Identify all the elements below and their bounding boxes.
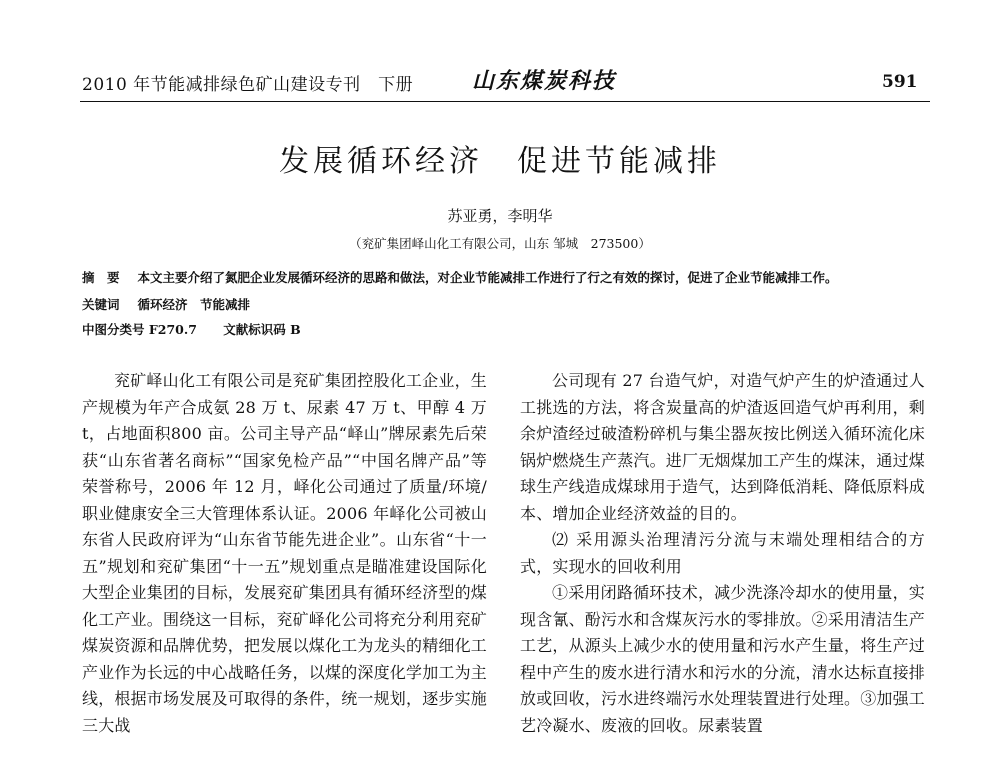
body-paragraph: 兖矿峄山化工有限公司是兖矿集团控股化工企业，生产规模为年产合成氨 28 万 t、尿素 47 万 t、甲醇 4 万 t，占地面积800 亩。公司主导产品“峄山”牌尿素先后荣获“山东省著名商标”“国家免检产品”“中国名牌产品”等荣誉称号，2006 年 12 月，峄化公司通过了质量/环境/职业健康安全三大管理体系认证。2006 年峄化公司被山东省人民政府评为“山东省节能先进企业”。山东省“十一五”规划和兖矿集团“十一五”规划重点是瞄准建设国际化大型企业集团的目标，发展兖矿集团具有循环经济型的煤化工产业。围绕这一目标，兖矿峄化公司将充分利用兖矿煤炭资源和品牌优势，把发展以煤化工为龙头的精细化工产业作为长远的中心战略任务，以煤的深度化学加工为主线，根据市场发展及可取得的条件，统一规划，逐步实施三大战 — [82, 371, 488, 735]
abstract-label: 摘 要 — [82, 270, 120, 285]
doc-code-value: B — [290, 322, 301, 337]
abstract — [82, 268, 838, 286]
clc-label: 中图分类号 — [82, 322, 145, 337]
journal-logo: 山东煤炭科技 — [472, 68, 617, 94]
article-title: 发展循环经济 促进节能减排 — [279, 144, 721, 179]
body-paragraph: ①采用闭路循环技术，减少洗涤冷却水的使用量，实现含氰、酚污水和含煤灰污水的零排放。②采用清洁生产工艺，从源头上减少水的使用量和污水产生量，将生产过程中产生的废水进行清水和污水的分流，清水达标直接排放或回收，污水进终端污水处理装置进行处理。③加强工艺冷凝水、废液的回收。尿素装置 — [520, 583, 926, 735]
doc-code-label: 文献标识码 — [223, 322, 286, 337]
article-authors: 苏亚勇，李明华 — [447, 207, 553, 225]
classification — [82, 320, 301, 338]
keywords-text: 循环经济 节能减排 — [137, 297, 251, 312]
abstract-text: 本文主要介绍了氮肥企业发展循环经济的思路和做法，对企业节能减排工作进行了行之有效的探讨，促进了企业节能减排工作。 — [137, 270, 838, 285]
author-affiliation: （兖矿集团峄山化工有限公司，山东 邹城 273500） — [349, 236, 651, 251]
section-heading: ⑵ 采用源头治理清污分流与末端处理相结合的方式，实现水的回收利用 — [520, 530, 925, 576]
body-right-column — [520, 368, 925, 739]
journal-issue-header: 2010 年节能减排绿色矿山建设专刊 下册 — [82, 75, 414, 95]
body-left-column — [82, 368, 487, 739]
header-divider — [80, 101, 930, 102]
clc-value: F270.7 — [148, 322, 197, 337]
body-paragraph: 公司现有 27 台造气炉，对造气炉产生的炉渣通过人工挑选的方法，将含炭量高的炉渣返回造气炉再利用，剩余炉渣经过破渣粉碎机与集尘器灰按比例送入循环流化床锅炉燃烧生产蒸汽。进厂无烟煤加工产生的煤沫，通过煤球生产线造成煤球用于造气，达到降低消耗、降低原料成本、增加企业经济效益的目的。 — [520, 371, 926, 523]
page-number: 591 — [882, 72, 918, 92]
keywords-label: 关键词 — [82, 297, 120, 312]
keywords — [82, 295, 250, 313]
